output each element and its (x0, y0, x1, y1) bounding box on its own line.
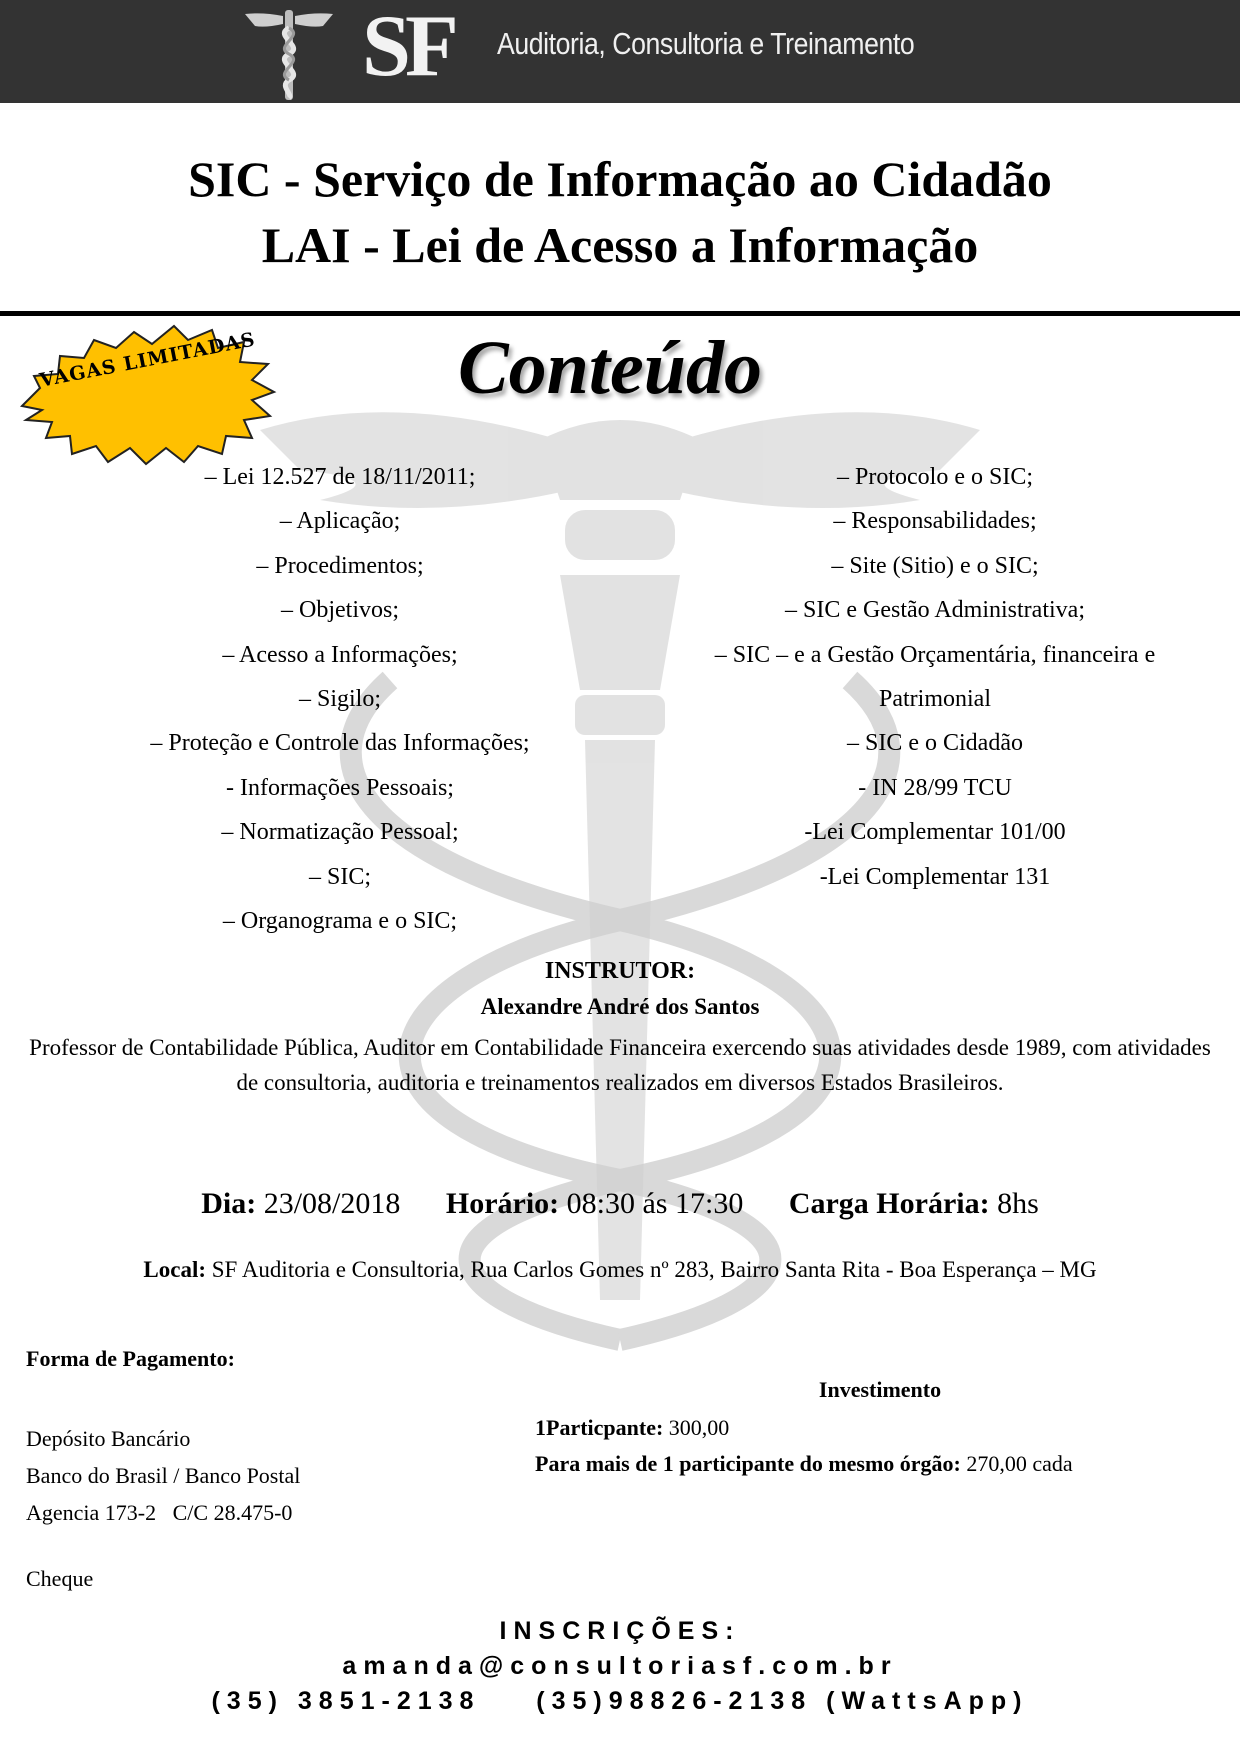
time-value: 08:30 ás 17:30 (566, 1187, 744, 1220)
payment-line: Agencia 173-2 C/C 28.475-0 (26, 1500, 293, 1525)
list-item: – Proteção e Controle das Informações; (150, 730, 530, 757)
content-list-right (640, 455, 1230, 899)
payment-line: Banco do Brasil / Banco Postal (26, 1463, 301, 1488)
badge-label: VAGAS LIMITADAS (37, 328, 258, 392)
list-item: – Acesso a Informações; (222, 641, 458, 668)
list-item: – SIC e Gestão Administrativa; (785, 597, 1085, 624)
payment-details (26, 1420, 300, 1531)
instructor-bio: Professor de Contabilidade Pública, Auditor em Contabilidade Financeira exercendo suas atividades desde 1989, com atividades de consultoria, auditoria e treinamentos realizados em diversos Estados Brasileiros. (29, 1035, 1211, 1095)
list-item: – SIC e o Cidadão (847, 730, 1023, 757)
list-item: – Procedimentos; (256, 552, 424, 579)
investment-group-value: 270,00 cada (966, 1451, 1073, 1476)
registration-whatsapp[interactable]: (35)98826-2138 (WattsApp) (536, 1687, 1029, 1715)
investment-heading: Investimento (818, 1377, 942, 1402)
list-item: – Lei 12.527 de 18/11/2011; (204, 464, 476, 490)
instructor-name: Alexandre André dos Santos (480, 994, 760, 1019)
list-item: – Normatização Pessoal; (221, 819, 459, 846)
list-item: – Organograma e o SIC; (222, 908, 458, 935)
registration-phones (0, 1687, 1240, 1716)
investment-single-label: 1Particpante: (535, 1415, 664, 1440)
location-value: SF Auditoria e Consultoria, Rua Carlos Gomes nº 283, Bairro Santa Rita - Boa Esperança – MG (211, 1257, 1097, 1282)
divider (0, 311, 1240, 316)
list-item: - Informações Pessoais; (226, 774, 454, 801)
content-list-left (90, 455, 590, 943)
list-item: Patrimonial (879, 686, 991, 713)
list-item: – Sigilo; (298, 686, 382, 713)
investment-single (535, 1415, 729, 1441)
day-value: 23/08/2018 (263, 1187, 401, 1220)
list-item: – Site (Sitio) e o SIC; (831, 552, 1039, 579)
list-item: -Lei Complementar 101/00 (804, 819, 1066, 846)
instructor-label: INSTRUTOR: (544, 958, 696, 984)
schedule-line (0, 1187, 1240, 1221)
list-item: - IN 28/99 TCU (858, 774, 1012, 801)
registration-phone[interactable]: (35) 3851-2138 (211, 1687, 481, 1715)
day-label: Dia: (201, 1187, 257, 1220)
header-bar (0, 0, 1240, 103)
content-heading: Conteúdo (457, 326, 763, 410)
registration-label: INSCRIÇÕES: (499, 1617, 741, 1645)
payment-cheque: Cheque (26, 1566, 94, 1591)
list-item: – Objetivos; (281, 597, 399, 624)
caduceus-icon (243, 6, 335, 102)
investment-single-value: 300,00 (668, 1415, 730, 1440)
location-line (0, 1257, 1240, 1283)
logo-mark: SF (362, 0, 453, 95)
investment-group (535, 1451, 1073, 1477)
list-item: – Responsabilidades; (833, 508, 1037, 535)
page-title-line1: SIC - Serviço de Informação ao Cidadão (188, 151, 1052, 207)
list-item: – Protocolo e o SIC; (837, 464, 1033, 490)
list-item: – Aplicação; (279, 508, 401, 535)
list-item: -Lei Complementar 131 (819, 863, 1051, 890)
workload-value: 8hs (997, 1187, 1039, 1220)
workload-label: Carga Horária: (788, 1187, 990, 1220)
location-label: Local: (143, 1257, 206, 1282)
list-item: – SIC; (308, 863, 371, 890)
investment-group-label: Para mais de 1 participante do mesmo órgão: (535, 1451, 961, 1476)
logo-tagline: Auditoria, Consultoria e Treinamento (497, 26, 915, 61)
time-label: Horário: (445, 1187, 560, 1220)
list-item: – SIC – e a Gestão Orçamentária, financeira e (714, 641, 1156, 668)
payment-heading: Forma de Pagamento: (26, 1346, 235, 1371)
registration-email[interactable]: amanda@consultoriasf.com.br (342, 1652, 898, 1680)
page-title-line2: LAI - Lei de Acesso a Informação (261, 217, 979, 273)
payment-line: Depósito Bancário (26, 1426, 191, 1451)
